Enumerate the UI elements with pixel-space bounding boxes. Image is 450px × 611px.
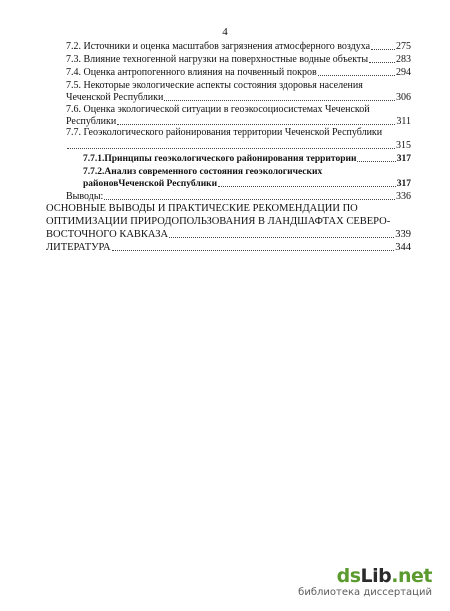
watermark-subtitle: библиотека диссертаций [298, 587, 432, 598]
toc-page-number: 339 [395, 229, 411, 240]
toc-entry-title: ВОСТОЧНОГО КАВКАЗА [46, 229, 169, 240]
toc-entry-7-7-2-line1: 7.7.2.Анализ современного состояния геоэкологических [83, 167, 323, 177]
dot-leader [112, 250, 395, 251]
dot-leader [371, 49, 395, 50]
toc-entry-main-line1: ОСНОВНЫЕ ВЫВОДЫ И ПРАКТИЧЕСКИЕ РЕКОМЕНДАЦИИ ПО [46, 203, 358, 214]
toc-page-number: 317 [396, 154, 411, 164]
toc-entry-7-6-line1: 7.6. Оценка экологической ситуации в геоэкосоциосистемах Чеченской [66, 104, 370, 115]
dot-leader [117, 124, 395, 125]
toc-entry-main-conclusions[interactable] [46, 229, 411, 241]
toc-entry-7-3[interactable] [66, 54, 411, 66]
toc-entry-7-4[interactable] [66, 67, 411, 79]
toc-page-number: 306 [396, 92, 411, 103]
toc-entry-title: районовЧеченской Республики [83, 179, 218, 189]
watermark-brand: dsLib.net [336, 565, 432, 587]
dot-leader [164, 100, 395, 101]
toc-entry-main-line2: ОПТИМИЗАЦИИ ПРИРОДОПОЛЬЗОВАНИЯ В ЛАНДШАФТАХ СЕВЕРО- [46, 216, 391, 227]
toc-entry-title: 7.2. Источники и оценка масштабов загрязнения атмосферного воздуха [66, 41, 371, 52]
toc-page-number: 317 [396, 179, 411, 189]
toc-entry-7-5[interactable] [66, 92, 411, 104]
toc-entry-7-7-1[interactable] [83, 153, 411, 165]
page-number: 4 [222, 26, 228, 38]
dot-leader [318, 75, 395, 76]
dot-leader [169, 237, 394, 238]
toc-page-number: 294 [396, 67, 411, 78]
toc-page-number: 283 [396, 54, 411, 65]
dot-leader [357, 161, 395, 162]
toc-page-number: 315 [396, 140, 411, 151]
toc-entry-7-7-2[interactable] [83, 178, 411, 190]
dot-leader [218, 186, 396, 187]
toc-entry-title: ЛИТЕРАТУРА [46, 242, 111, 253]
dot-leader [369, 62, 395, 63]
toc-entry-literature[interactable] [46, 242, 411, 254]
toc-entry-title: Чеченской Республики [66, 92, 164, 103]
toc-page-number: 275 [396, 41, 411, 52]
dslib-watermark-logo [288, 565, 438, 603]
toc-page-number: 344 [395, 242, 411, 253]
toc-entry-title: Выводы: [66, 191, 104, 202]
toc-entry-title: 7.4. Оценка антропогенного влияния на почвенный покров [66, 67, 317, 78]
toc-entry-7-7-line1: 7.7. Геоэкологического районирования территории Чеченской Республики [66, 127, 383, 138]
toc-entry-conclusions[interactable] [66, 191, 411, 203]
toc-page-number: 336 [396, 191, 411, 202]
dot-leader [67, 148, 395, 149]
toc-entry-7-7[interactable] [66, 140, 411, 152]
toc-entry-title: Республики [66, 116, 117, 127]
toc-entry-7-2[interactable] [66, 41, 411, 53]
toc-entry-title: 7.7.1.Принципы геоэкологического районирования территории [83, 154, 357, 164]
toc-entry-7-5-line1: 7.5. Некоторые экологические аспекты состояния здоровья населения [66, 80, 363, 91]
toc-entry-title: 7.3. Влияние техногенной нагрузки на поверхностные водные объекты [66, 54, 369, 65]
dot-leader [104, 199, 395, 200]
toc-page-number: 311 [396, 116, 411, 127]
